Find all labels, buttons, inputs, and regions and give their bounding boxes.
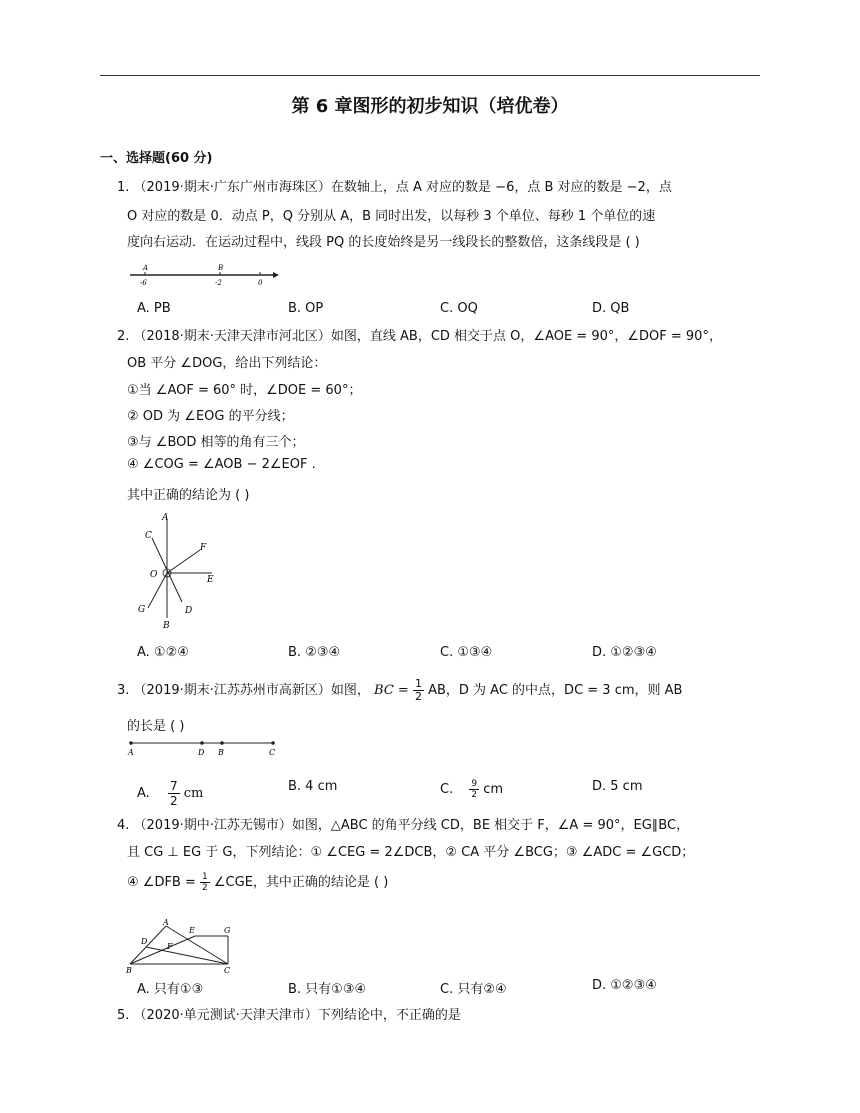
q1-option-d[interactable]: D. QB xyxy=(592,301,630,316)
q2-fig-label-o: O xyxy=(150,570,158,580)
q3-line2: 的长是 ( ) xyxy=(127,719,185,734)
q3-option-a-unit: cm xyxy=(183,786,204,801)
q3-fraction xyxy=(413,678,424,703)
q4-fig-label-e: E xyxy=(189,926,195,935)
q1-fig-tick-neg2: -2 xyxy=(215,279,222,287)
q4-triangle-figure xyxy=(122,918,242,976)
q3-fig-label-a: A xyxy=(128,748,134,757)
q3-fig-label-c: C xyxy=(269,748,276,757)
q3-option-c-label: C. xyxy=(440,782,454,797)
q3-option-c-fraction xyxy=(469,779,479,800)
q2-conclusion-3: ③与 ∠BOD 相等的角有三个； xyxy=(127,435,305,450)
q3-fraction-num: 1 xyxy=(414,677,422,690)
q3-fig-label-d: D xyxy=(198,748,205,757)
q2-line1: 2. （2018·期末·天津天津市河北区）如图，直线 AB，CD 相交于点 O，∠AOE = 90°，∠DOF = 90°， xyxy=(117,329,722,344)
q2-fig-label-f: F xyxy=(200,543,207,553)
section-heading: 一、选择题(60 分) xyxy=(100,151,213,166)
q1-line3: 度向右运动．在运动过程中，线段 PQ 的长度始终是另一线段长的整数倍，这条线段是 ( ) xyxy=(127,235,640,250)
q1-option-b[interactable]: B. OP xyxy=(288,301,324,316)
q3-segment-figure xyxy=(125,737,285,759)
q3-option-d[interactable]: D. 5 cm xyxy=(592,779,643,794)
q3-line1-suffix: AB，D 为 AC 的中点，DC = 3 cm，则 AB xyxy=(428,683,683,698)
q2-fig-label-c: C xyxy=(145,531,152,541)
q2-ask: 其中正确的结论为 ( ) xyxy=(127,488,250,503)
q2-option-b[interactable]: B. ②③④ xyxy=(288,645,341,660)
q4-option-b[interactable]: B. 只有①③④ xyxy=(288,982,367,997)
q4-fraction xyxy=(200,872,210,893)
q3-option-a[interactable] xyxy=(137,779,203,808)
q3-option-c-num: 9 xyxy=(471,779,478,789)
q2-fig-label-d: D xyxy=(185,606,193,616)
q4-option-a[interactable]: A. 只有①③ xyxy=(137,982,204,997)
q4-option-d[interactable]: D. ①②③④ xyxy=(592,978,657,993)
q1-option-a[interactable]: A. PB xyxy=(137,301,171,316)
q1-fig-label-b: B xyxy=(218,264,224,272)
q1-fig-label-a: A xyxy=(143,264,149,272)
q4-fig-label-f: F xyxy=(167,942,173,951)
q4-line3-prefix: ④ ∠DFB = xyxy=(127,875,196,890)
q2-angle-figure xyxy=(130,510,230,630)
q3-option-a-num: 7 xyxy=(169,779,178,793)
q4-fig-label-b: B xyxy=(126,966,132,975)
q1-line2: O 对应的数是 0．动点 P，Q 分别从 A，B 同时出发，以每秒 3 个单位、每秒 1 个单位的速 xyxy=(127,209,656,224)
q4-fig-label-c: C xyxy=(224,966,231,975)
q2-fig-label-g: G xyxy=(138,605,146,615)
q1-number-line-figure xyxy=(125,262,285,292)
q3-bc-eq: BC = xyxy=(374,683,409,698)
q3-option-c-den: 2 xyxy=(471,790,478,800)
q4-fig-label-g: G xyxy=(224,926,231,935)
q4-fraction-num: 1 xyxy=(202,872,208,882)
q3-option-c-unit: cm xyxy=(483,782,504,797)
q2-option-a[interactable]: A. ①②④ xyxy=(137,645,189,660)
q4-line2: 且 CG ⊥ EG 于 G，下列结论：① ∠CEG = 2∠DCB，② CA 平分 ∠BCG；③ ∠ADC = ∠GCD； xyxy=(127,845,695,860)
q2-fig-label-b: B xyxy=(163,621,170,630)
q2-conclusion-1: ①当 ∠AOF = 60° 时，∠DOE = 60°； xyxy=(127,383,362,398)
q3-fig-label-b: B xyxy=(218,748,224,757)
q2-option-d[interactable]: D. ①②③④ xyxy=(592,645,657,660)
q3-option-a-label: A. xyxy=(137,786,150,801)
q4-line3 xyxy=(127,871,388,893)
q3-line1-prefix: 3. （2019·期末·江苏苏州市高新区）如图， xyxy=(117,683,370,698)
q2-fig-label-a: A xyxy=(162,513,169,523)
q1-fig-tick-0: 0 xyxy=(258,279,263,287)
q2-fig-label-e: E xyxy=(207,575,214,585)
q1-option-c[interactable]: C. OQ xyxy=(440,301,478,316)
q1-fig-tick-neg6: -6 xyxy=(140,279,147,287)
q3-option-b[interactable]: B. 4 cm xyxy=(288,779,338,794)
q1-line1: 1. （2019·期末·广东广州市海珠区）在数轴上，点 A 对应的数是 −6，点 B 对应的数是 −2，点 xyxy=(117,180,672,195)
q4-line1: 4. （2019·期中·江苏无锡市）如图，△ABC 的角平分线 CD，BE 相交于 F，∠A = 90°，EG∥BC， xyxy=(117,818,690,833)
q5-line1: 5. （2020·单元测试·天津天津市）下列结论中，不正确的是 xyxy=(117,1008,461,1023)
q4-line3-suffix: ∠CGE，其中正确的结论是 ( ) xyxy=(213,875,389,890)
q3-option-a-den: 2 xyxy=(169,794,178,808)
q2-conclusion-4: ④ ∠COG = ∠AOB − 2∠EOF . xyxy=(127,457,316,472)
q3-option-c[interactable] xyxy=(440,779,503,800)
q4-fig-label-d: D xyxy=(141,937,148,946)
q4-option-c[interactable]: C. 只有②④ xyxy=(440,982,507,997)
header-rule xyxy=(100,75,760,76)
q2-conclusion-2: ② OD 为 ∠EOG 的平分线； xyxy=(127,409,294,424)
q4-fraction-den: 2 xyxy=(202,883,208,893)
q3-option-a-fraction xyxy=(168,779,180,808)
q3-fraction-den: 2 xyxy=(414,690,422,703)
page-title: 第 6 章图形的初步知识（培优卷） xyxy=(291,96,569,117)
q3-line1 xyxy=(117,678,682,703)
q2-line2: OB 平分 ∠DOG，给出下列结论： xyxy=(127,356,327,371)
q2-option-c[interactable]: C. ①③④ xyxy=(440,645,493,660)
q4-fig-label-a: A xyxy=(163,918,169,927)
